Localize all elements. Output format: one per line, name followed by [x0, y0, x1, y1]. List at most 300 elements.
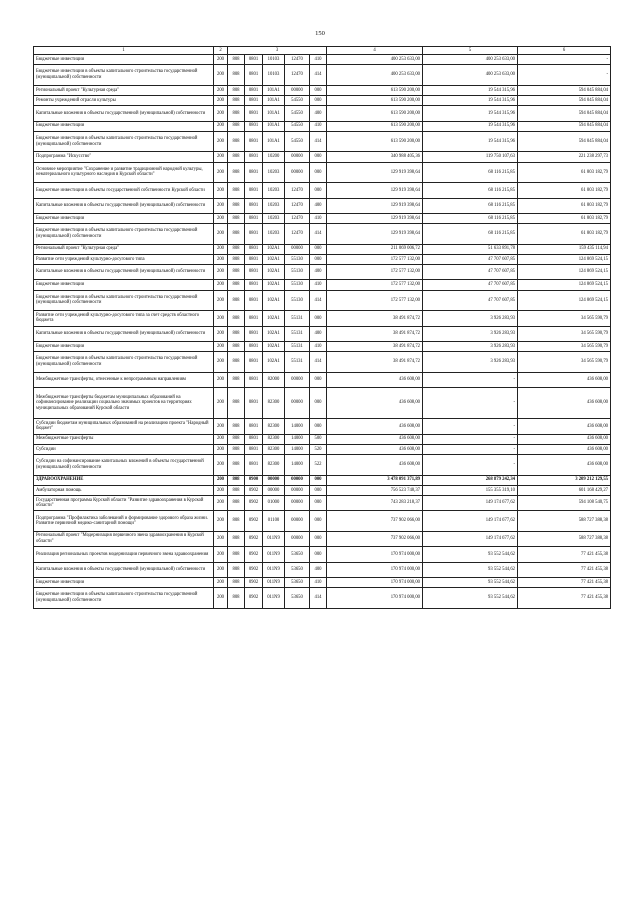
- amount-plan: 613 590 200,00: [327, 106, 423, 121]
- code-ministry: 808: [228, 311, 245, 326]
- code-direction: 55131: [285, 342, 310, 352]
- code-program: 82300: [263, 444, 285, 454]
- code-direction: 00000: [285, 475, 310, 485]
- code-expense-type: 000: [310, 311, 327, 326]
- code-expense-type: 500: [310, 434, 327, 444]
- amount-executed: 3 926 283,93: [423, 311, 518, 326]
- column-number-row: [34, 47, 611, 55]
- code-expense-type: 414: [310, 352, 327, 373]
- code-admin: 200: [214, 152, 228, 162]
- row-name: Амбулаторная помощь: [34, 485, 214, 495]
- code-ministry: 808: [228, 342, 245, 352]
- code-direction: 55130: [285, 290, 310, 311]
- row-name: Основное мероприятие "Сохранение и развитие традиционной народной культуры, нематериального культурного наследия в Курской области": [34, 162, 214, 183]
- code-ministry: 808: [228, 280, 245, 290]
- amount-plan: 436 608,00: [327, 372, 423, 387]
- code-ministry: 808: [228, 434, 245, 444]
- code-expense-type: 000: [310, 475, 327, 485]
- code-admin: 200: [214, 55, 228, 65]
- code-admin: 200: [214, 183, 228, 198]
- code-ministry: 808: [228, 254, 245, 264]
- code-expense-type: 000: [310, 372, 327, 387]
- code-direction: 14000: [285, 454, 310, 475]
- code-direction: 00000: [285, 485, 310, 495]
- amount-executed: 19 544 315,96: [423, 95, 518, 105]
- code-admin: 200: [214, 326, 228, 341]
- code-program: 10203: [263, 183, 285, 198]
- code-direction: 00000: [285, 511, 310, 532]
- code-expense-type: 414: [310, 65, 327, 86]
- code-section: 0801: [245, 265, 263, 280]
- code-section: 0801: [245, 444, 263, 454]
- code-ministry: 808: [228, 531, 245, 546]
- code-ministry: 808: [228, 198, 245, 213]
- code-section: 0801: [245, 434, 263, 444]
- amount-executed: -: [423, 444, 518, 454]
- row-name: Бюджетные инвестиции в объекты государственной собственности Курской области: [34, 183, 214, 198]
- code-section: 0801: [245, 388, 263, 419]
- code-program: 10203: [263, 224, 285, 245]
- code-section: 0801: [245, 224, 263, 245]
- amount-executed: -: [423, 434, 518, 444]
- code-program: 10200: [263, 152, 285, 162]
- table-row: [34, 547, 611, 562]
- code-direction: 53650: [285, 562, 310, 577]
- code-expense-type: 400: [310, 326, 327, 341]
- code-admin: 200: [214, 265, 228, 280]
- code-ministry: 808: [228, 372, 245, 387]
- code-section: 0902: [245, 485, 263, 495]
- amount-executed: 149 174 677,62: [423, 511, 518, 532]
- amount-executed: 68 116 215,85: [423, 162, 518, 183]
- row-name: Реализация региональных проектов модернизации первичного звена здравоохранения: [34, 547, 214, 562]
- code-expense-type: 000: [310, 152, 327, 162]
- code-program: 011N9: [263, 578, 285, 588]
- amount-plan: 38 491 874,72: [327, 311, 423, 326]
- column-number: 5: [423, 47, 518, 55]
- code-section: 0801: [245, 352, 263, 373]
- table-row: [34, 152, 611, 162]
- code-direction: 00000: [285, 85, 310, 95]
- amount-remaining: 588 727 388,38: [518, 511, 611, 532]
- amount-plan: 172 577 132,00: [327, 265, 423, 280]
- amount-remaining: 77 421 455,38: [518, 562, 611, 577]
- code-section: 0801: [245, 290, 263, 311]
- row-name: Капитальные вложения в объекты государственной (муниципальной) собственности: [34, 562, 214, 577]
- amount-plan: 737 902 066,00: [327, 511, 423, 532]
- code-section: 0801: [245, 95, 263, 105]
- code-section: 0902: [245, 578, 263, 588]
- code-direction: 54550: [285, 131, 310, 152]
- code-admin: 200: [214, 495, 228, 510]
- code-admin: 200: [214, 65, 228, 86]
- amount-remaining: 61 803 182,79: [518, 162, 611, 183]
- code-direction: 12470: [285, 55, 310, 65]
- amount-plan: 436 608,00: [327, 444, 423, 454]
- row-name: Бюджетные инвестиции: [34, 121, 214, 131]
- amount-executed: 51 633 891,78: [423, 244, 518, 254]
- code-expense-type: 000: [310, 254, 327, 264]
- amount-remaining: 77 421 455,38: [518, 547, 611, 562]
- code-program: 01000: [263, 495, 285, 510]
- amount-plan: 170 974 000,00: [327, 562, 423, 577]
- code-section: 0801: [245, 85, 263, 95]
- table-row: [34, 444, 611, 454]
- code-ministry: 808: [228, 326, 245, 341]
- code-section: 0902: [245, 588, 263, 609]
- code-admin: 200: [214, 121, 228, 131]
- amount-plan: 3 478 091 371,89: [327, 475, 423, 485]
- amount-remaining: 594 045 884,04: [518, 85, 611, 95]
- amount-remaining: 436 608,00: [518, 454, 611, 475]
- code-direction: 14000: [285, 434, 310, 444]
- code-program: 82000: [263, 372, 285, 387]
- row-name: Бюджетные инвестиции: [34, 342, 214, 352]
- code-direction: 00000: [285, 388, 310, 419]
- code-direction: 14000: [285, 444, 310, 454]
- row-name: Межбюджетные трансферты, отнесенные к непрограммным направлениям: [34, 372, 214, 387]
- code-admin: 200: [214, 531, 228, 546]
- code-expense-type: 000: [310, 85, 327, 95]
- amount-remaining: 34 565 590,79: [518, 311, 611, 326]
- code-admin: 200: [214, 198, 228, 213]
- amount-remaining: 588 727 388,38: [518, 531, 611, 546]
- amount-remaining: 594 045 884,04: [518, 121, 611, 131]
- code-admin: 200: [214, 578, 228, 588]
- code-program: 00000: [263, 475, 285, 485]
- code-admin: 200: [214, 475, 228, 485]
- code-admin: 200: [214, 342, 228, 352]
- row-name: Бюджетные инвестиции: [34, 578, 214, 588]
- amount-executed: 3 926 283,93: [423, 352, 518, 373]
- table-row: [34, 372, 611, 387]
- row-name: Субсидии: [34, 444, 214, 454]
- code-ministry: 808: [228, 121, 245, 131]
- amount-executed: 149 174 677,62: [423, 531, 518, 546]
- row-name: Развитие сети учреждений культурно-досугового типа за счет средств областного бюджета: [34, 311, 214, 326]
- code-admin: 200: [214, 213, 228, 223]
- code-section: 0902: [245, 511, 263, 532]
- table-row: [34, 485, 611, 495]
- amount-plan: 38 491 874,72: [327, 326, 423, 341]
- code-expense-type: 000: [310, 531, 327, 546]
- code-program: 102А1: [263, 342, 285, 352]
- code-section: 0801: [245, 342, 263, 352]
- code-admin: 200: [214, 254, 228, 264]
- amount-executed: -: [423, 388, 518, 419]
- code-section: 0902: [245, 531, 263, 546]
- row-name: Капитальные вложения в объекты государственной (муниципальной) собственности: [34, 265, 214, 280]
- code-admin: 200: [214, 95, 228, 105]
- code-section: 0902: [245, 495, 263, 510]
- code-admin: 200: [214, 85, 228, 95]
- row-name: Ремонты учреждений отрасли культуры: [34, 95, 214, 105]
- code-expense-type: 000: [310, 162, 327, 183]
- column-number: 1: [34, 47, 214, 55]
- code-ministry: 808: [228, 562, 245, 577]
- amount-remaining: 124 869 524,15: [518, 290, 611, 311]
- code-ministry: 808: [228, 290, 245, 311]
- code-ministry: 808: [228, 244, 245, 254]
- column-number: 6: [518, 47, 611, 55]
- amount-executed: 149 174 677,62: [423, 495, 518, 510]
- row-name: Капитальные вложения в объекты государственной (муниципальной) собственности: [34, 326, 214, 341]
- amount-executed: 19 544 315,96: [423, 85, 518, 95]
- code-admin: 200: [214, 280, 228, 290]
- amount-plan: 613 590 200,00: [327, 121, 423, 131]
- row-name: Межбюджетные трансферты бюджетам муниципальных образований на софинансирование реализации социально значимых проектов на территориях муниципальных образований Курской области: [34, 388, 214, 419]
- code-program: 102А1: [263, 352, 285, 373]
- code-admin: 200: [214, 434, 228, 444]
- code-ministry: 808: [228, 65, 245, 86]
- amount-executed: 268 879 242,34: [423, 475, 518, 485]
- column-number: 2: [214, 47, 228, 55]
- table-row: [34, 578, 611, 588]
- amount-plan: 170 974 000,00: [327, 588, 423, 609]
- code-program: 102А1: [263, 311, 285, 326]
- code-direction: 55131: [285, 311, 310, 326]
- amount-executed: -: [423, 454, 518, 475]
- amount-executed: -: [423, 372, 518, 387]
- amount-plan: 613 590 200,00: [327, 131, 423, 152]
- code-admin: 200: [214, 588, 228, 609]
- code-direction: 55131: [285, 352, 310, 373]
- code-program: 01100: [263, 511, 285, 532]
- table-row: [34, 224, 611, 245]
- amount-executed: 93 552 544,62: [423, 562, 518, 577]
- code-expense-type: 414: [310, 224, 327, 245]
- code-direction: 55130: [285, 265, 310, 280]
- code-program: 101А1: [263, 106, 285, 121]
- code-program: 82300: [263, 434, 285, 444]
- code-section: 0801: [245, 152, 263, 162]
- code-direction: 00000: [285, 244, 310, 254]
- amount-executed: 400 253 633,00: [423, 65, 518, 86]
- code-ministry: 808: [228, 388, 245, 419]
- table-row: [34, 213, 611, 223]
- code-expense-type: 414: [310, 290, 327, 311]
- code-program: 011N9: [263, 531, 285, 546]
- amount-plan: 211 069 006,72: [327, 244, 423, 254]
- amount-executed: 68 116 215,85: [423, 198, 518, 213]
- code-ministry: 808: [228, 162, 245, 183]
- code-ministry: 808: [228, 183, 245, 198]
- amount-plan: 743 283 218,37: [327, 495, 423, 510]
- code-program: 101А1: [263, 85, 285, 95]
- amount-plan: 129 919 398,64: [327, 224, 423, 245]
- amount-executed: 47 707 607,85: [423, 254, 518, 264]
- row-name: Региональный проект "Культурная среда": [34, 244, 214, 254]
- code-admin: 200: [214, 311, 228, 326]
- code-direction: 53650: [285, 588, 310, 609]
- code-program: 101А1: [263, 131, 285, 152]
- code-section: 0801: [245, 121, 263, 131]
- amount-plan: 613 590 200,00: [327, 85, 423, 95]
- code-direction: 55131: [285, 326, 310, 341]
- row-name: Капитальные вложения в объекты государственной (муниципальной) собственности: [34, 106, 214, 121]
- amount-plan: 38 491 874,72: [327, 352, 423, 373]
- amount-plan: 436 608,00: [327, 388, 423, 419]
- table-row: [34, 326, 611, 341]
- code-program: 102А1: [263, 326, 285, 341]
- code-ministry: 808: [228, 511, 245, 532]
- code-direction: 12470: [285, 224, 310, 245]
- amount-remaining: 436 608,00: [518, 434, 611, 444]
- amount-plan: 340 988 405,36: [327, 152, 423, 162]
- amount-plan: 172 577 132,00: [327, 290, 423, 311]
- code-expense-type: 000: [310, 244, 327, 254]
- code-program: 011N9: [263, 547, 285, 562]
- amount-plan: 756 523 748,37: [327, 485, 423, 495]
- amount-executed: 68 116 215,85: [423, 213, 518, 223]
- code-program: 102А1: [263, 290, 285, 311]
- code-section: 0900: [245, 475, 263, 485]
- row-name: Подпрограмма "Искусство": [34, 152, 214, 162]
- amount-plan: 400 253 633,00: [327, 55, 423, 65]
- code-section: 0801: [245, 311, 263, 326]
- amount-executed: 119 750 107,63: [423, 152, 518, 162]
- amount-executed: 155 355 319,10: [423, 485, 518, 495]
- table-row: [34, 419, 611, 434]
- code-program: 101А1: [263, 95, 285, 105]
- amount-remaining: 34 565 590,79: [518, 326, 611, 341]
- code-program: 102А1: [263, 280, 285, 290]
- code-section: 0801: [245, 213, 263, 223]
- code-admin: 200: [214, 485, 228, 495]
- row-name: Бюджетные инвестиции в объекты капитального строительства государственной (муниципальной) собственности: [34, 65, 214, 86]
- amount-plan: 436 608,00: [327, 454, 423, 475]
- amount-executed: 47 707 607,85: [423, 290, 518, 311]
- budget-table: [33, 46, 611, 609]
- amount-executed: 400 253 633,00: [423, 55, 518, 65]
- code-section: 0801: [245, 131, 263, 152]
- code-ministry: 808: [228, 213, 245, 223]
- code-admin: 200: [214, 562, 228, 577]
- code-admin: 200: [214, 162, 228, 183]
- code-admin: 200: [214, 131, 228, 152]
- code-program: 101А1: [263, 121, 285, 131]
- row-name: Бюджетные инвестиции в объекты капитального строительства государственной (муниципальной) собственности: [34, 224, 214, 245]
- table-row: [34, 121, 611, 131]
- code-expense-type: 000: [310, 419, 327, 434]
- code-expense-type: 000: [310, 95, 327, 105]
- code-program: 10103: [263, 55, 285, 65]
- code-ministry: 808: [228, 578, 245, 588]
- table-row: [34, 254, 611, 264]
- code-admin: 200: [214, 511, 228, 532]
- code-program: 102А1: [263, 265, 285, 280]
- row-name: Развитие сети учреждений культурно-досугового типа: [34, 254, 214, 264]
- code-admin: 200: [214, 454, 228, 475]
- code-expense-type: 520: [310, 444, 327, 454]
- code-ministry: 808: [228, 95, 245, 105]
- row-name: Бюджетные инвестиции: [34, 213, 214, 223]
- amount-remaining: 601 168 429,27: [518, 485, 611, 495]
- code-ministry: 808: [228, 454, 245, 475]
- amount-remaining: 77 421 455,38: [518, 588, 611, 609]
- code-section: 0801: [245, 162, 263, 183]
- amount-plan: 170 974 000,00: [327, 578, 423, 588]
- table-row: [34, 55, 611, 65]
- table-row: [34, 342, 611, 352]
- code-ministry: 808: [228, 265, 245, 280]
- code-direction: 53650: [285, 547, 310, 562]
- code-direction: 12470: [285, 213, 310, 223]
- row-name: Бюджетные инвестиции: [34, 280, 214, 290]
- row-name: Бюджетные инвестиции: [34, 55, 214, 65]
- code-admin: 200: [214, 244, 228, 254]
- code-expense-type: 414: [310, 588, 327, 609]
- code-section: 0801: [245, 198, 263, 213]
- code-direction: 54550: [285, 95, 310, 105]
- amount-remaining: 221 238 297,73: [518, 152, 611, 162]
- table-row: [34, 352, 611, 373]
- amount-remaining: 159 435 114,94: [518, 244, 611, 254]
- amount-remaining: 34 565 590,79: [518, 352, 611, 373]
- code-direction: 54550: [285, 106, 310, 121]
- code-expense-type: 400: [310, 106, 327, 121]
- table-row: [34, 495, 611, 510]
- code-direction: 54550: [285, 121, 310, 131]
- code-section: 0801: [245, 106, 263, 121]
- code-expense-type: 410: [310, 213, 327, 223]
- code-expense-type: 410: [310, 280, 327, 290]
- code-program: 011N9: [263, 588, 285, 609]
- code-admin: 200: [214, 444, 228, 454]
- code-admin: 200: [214, 547, 228, 562]
- table-row: [34, 511, 611, 532]
- code-direction: 55130: [285, 280, 310, 290]
- code-expense-type: 000: [310, 547, 327, 562]
- code-program: 10103: [263, 65, 285, 86]
- amount-plan: 436 608,00: [327, 434, 423, 444]
- amount-executed: 93 552 544,62: [423, 547, 518, 562]
- amount-executed: 19 544 315,96: [423, 121, 518, 131]
- table-row: [34, 65, 611, 86]
- code-expense-type: 410: [310, 578, 327, 588]
- code-expense-type: 414: [310, 131, 327, 152]
- amount-remaining: 61 803 182,79: [518, 224, 611, 245]
- code-program: 102А1: [263, 254, 285, 264]
- code-ministry: 808: [228, 55, 245, 65]
- code-direction: 55130: [285, 254, 310, 264]
- code-program: 10203: [263, 213, 285, 223]
- code-ministry: 808: [228, 588, 245, 609]
- table-row: [34, 531, 611, 546]
- row-name: Региональный проект "Культурная среда": [34, 85, 214, 95]
- table-row: [34, 290, 611, 311]
- amount-executed: 68 116 215,85: [423, 183, 518, 198]
- code-admin: 200: [214, 352, 228, 373]
- table-row: [34, 265, 611, 280]
- code-expense-type: 000: [310, 511, 327, 532]
- amount-plan: 129 919 398,64: [327, 213, 423, 223]
- code-section: 0801: [245, 55, 263, 65]
- table-row: [34, 244, 611, 254]
- amount-executed: 93 552 544,62: [423, 588, 518, 609]
- code-ministry: 808: [228, 419, 245, 434]
- code-ministry: 808: [228, 85, 245, 95]
- code-admin: 200: [214, 419, 228, 434]
- table-row: [34, 588, 611, 609]
- code-expense-type: 000: [310, 183, 327, 198]
- code-direction: 53650: [285, 578, 310, 588]
- code-ministry: 808: [228, 495, 245, 510]
- amount-executed: 47 707 607,85: [423, 280, 518, 290]
- row-name: Межбюджетные трансферты: [34, 434, 214, 444]
- code-section: 0801: [245, 254, 263, 264]
- amount-remaining: 124 869 524,15: [518, 265, 611, 280]
